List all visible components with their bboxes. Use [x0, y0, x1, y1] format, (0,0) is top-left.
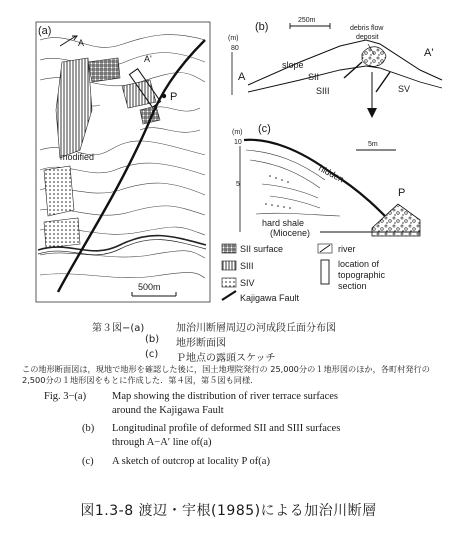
- en-caption-num-c: (c): [82, 456, 94, 467]
- profile-fault-line: [344, 62, 362, 78]
- s4-patch: [44, 166, 74, 216]
- legend-label-section-3: section: [338, 281, 367, 291]
- map-scale-label: 500m: [138, 282, 161, 292]
- panel-a-map: [36, 22, 210, 302]
- profile-fault-line: [376, 72, 390, 92]
- jp-caption-text-b: 地形断面図: [176, 338, 226, 349]
- legend-swatch-section: [321, 260, 329, 284]
- en-caption-a-line2: around the Kajigawa Fault: [112, 405, 224, 416]
- panel-c-scale-label: 5m: [368, 141, 378, 148]
- legend-swatch-s2: [222, 244, 236, 253]
- s2-patch: [88, 58, 120, 82]
- legend-label-s4: SIV: [240, 278, 255, 288]
- legend-swatch-fault: [222, 291, 236, 300]
- jp-caption-text-a: 加治川断層周辺の河成段丘面分布図: [176, 323, 336, 334]
- legend-swatch-s3: [222, 261, 236, 270]
- pointer-arrow-head: [367, 108, 377, 118]
- panel-b-label: (b): [255, 21, 269, 33]
- profile-label-s2: SII: [308, 72, 320, 82]
- s4-patch: [44, 218, 80, 248]
- legend-label-river: river: [338, 244, 356, 254]
- en-caption-num-b: (b): [82, 423, 95, 434]
- profile-label-a: A: [238, 71, 246, 83]
- profile-slope-label: slope: [282, 60, 304, 70]
- en-caption-num-a: Fig. 3−(a): [44, 391, 87, 402]
- gravel-dots: [265, 175, 291, 209]
- jp-caption-num-b: (b): [145, 334, 160, 345]
- map-label-p: P: [170, 91, 178, 103]
- debris-label-2: deposit: [356, 34, 379, 41]
- en-caption-b-line1: Longitudinal profile of deformed SII and SIII surfaces: [112, 423, 341, 434]
- jp-caption-num-a: 第３図−(a): [92, 323, 145, 334]
- legend-label-section-1: location of: [338, 259, 380, 269]
- legend-label-s2: SII surface: [240, 244, 284, 254]
- legend-swatch-s4: [222, 278, 236, 287]
- locality-p-marker: [162, 94, 166, 98]
- panel-a-label: (a): [38, 25, 52, 37]
- profile-label-a-prime: A': [424, 47, 434, 59]
- profile-surface-upper: [248, 40, 442, 85]
- legend-label-fault: Kajigawa Fault: [240, 293, 300, 303]
- outcrop-rubble: [372, 204, 420, 236]
- map-label-a: A: [78, 38, 85, 48]
- panel-b-y-unit: (m): [228, 35, 239, 42]
- profile-label-sv: SV: [398, 84, 411, 94]
- legend-label-section-2: topographic: [338, 270, 386, 280]
- rock-label-1: hard shale: [262, 218, 305, 228]
- map-label-a-prime: A': [144, 54, 152, 64]
- panel-c-y-tick-10: 10: [234, 139, 242, 146]
- bedding-lines: [246, 150, 340, 216]
- panel-b-scale-label: 250m: [298, 17, 316, 24]
- panel-b-y-tick: 80: [231, 45, 239, 52]
- outcrop-label-p: P: [398, 187, 406, 199]
- panel-b-profile: [228, 17, 442, 118]
- en-caption-c-line1: A sketch of outcrop at locality P of(a): [112, 456, 270, 467]
- jp-caption-note: この地形断面図は，現地で地形を確認した後に，国土地理院発行の 25,000分の１地形図のほか，各町村発行の 2,500分の１地形図をもとに作成した．第４図，第５図も同様．: [22, 364, 430, 385]
- figure-title: 図1.3-8 渡辺・宇根(1985)による加治川断層: [80, 503, 377, 519]
- jp-caption-text-c: Ｐ地点の露頭スケッチ: [176, 353, 276, 364]
- jp-caption-num-c: (c): [145, 349, 159, 360]
- panel-c-y-unit: (m): [232, 129, 243, 136]
- debris-label-1: debris flow: [350, 25, 384, 32]
- debris-flow-deposit: [362, 47, 386, 67]
- profile-label-s3: SIII: [316, 86, 330, 96]
- panel-c-y-tick-5: 5: [236, 181, 240, 188]
- outcrop-label-hidden: hidden: [317, 162, 346, 185]
- en-caption-a-line1: Map showing the distribution of river terrace surfaces: [112, 391, 338, 402]
- profile-surface-lower: [248, 66, 442, 92]
- legend-label-s3: SIII: [240, 261, 254, 271]
- map-label-modified: modified: [60, 152, 95, 162]
- panel-c-sketch: [232, 123, 420, 238]
- en-caption-b-line2: through A−A′ line of(a): [112, 437, 212, 448]
- rock-label-2: (Miocene): [270, 228, 311, 238]
- panel-c-label: (c): [258, 123, 271, 135]
- legend: [222, 244, 386, 303]
